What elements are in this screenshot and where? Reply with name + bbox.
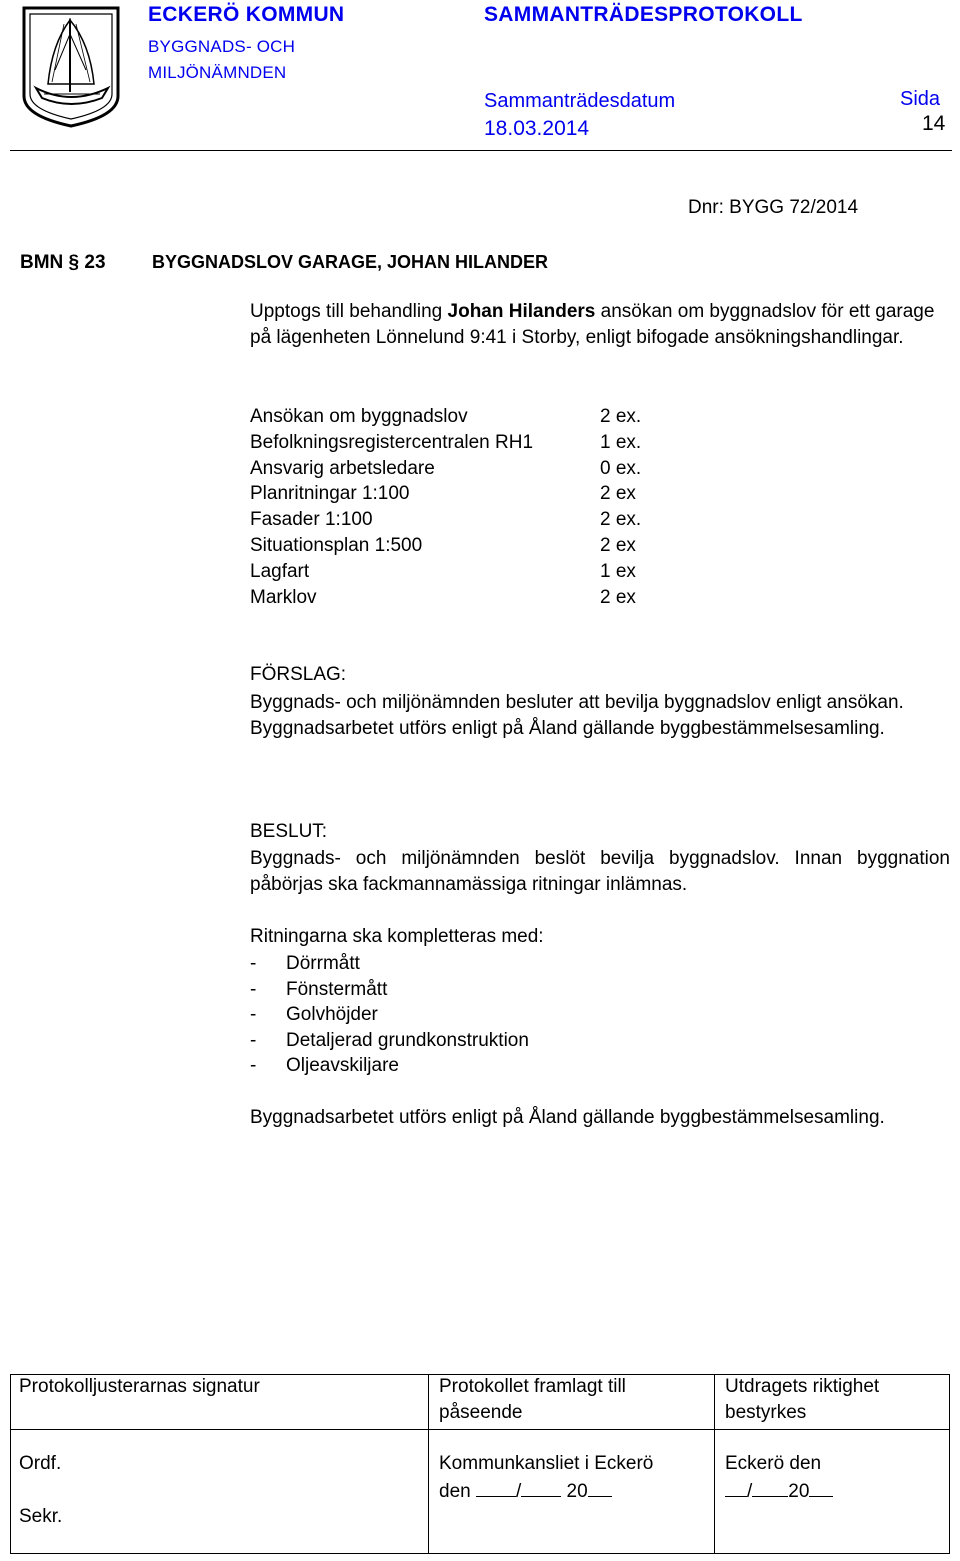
document-count: 2 ex: [600, 534, 636, 556]
month-blank: [521, 1478, 561, 1497]
section-number: BMN § 23: [20, 252, 106, 273]
board-name-line2: MILJÖNÄMNDEN: [148, 63, 287, 82]
municipality-name: ECKERÖ KOMMUN: [148, 3, 345, 26]
date-separator: /: [747, 1481, 753, 1502]
list-item-text: Golvhöjder: [286, 1004, 378, 1026]
list-item-text: Detaljerad grundkonstruktion: [286, 1029, 529, 1051]
decision-text: Byggnads- och miljönämnden beslöt bevilja byggnadslov. Innan byggnation påbörjas ska fackmannamässiga ritningar inlämnas.: [250, 848, 950, 895]
document-count: 1 ex: [600, 560, 636, 582]
year-prefix: 20: [566, 1481, 588, 1502]
document-row: [250, 533, 680, 559]
document-count: 1 ex.: [600, 431, 642, 453]
meeting-date-label: Sammanträdesdatum: [484, 90, 676, 112]
signature-heading: Protokolljusterarnas signatur: [19, 1376, 260, 1397]
day-blank: [476, 1478, 516, 1497]
certified-place: Eckerö den: [725, 1453, 822, 1474]
posted-heading-line2: påseende: [439, 1402, 523, 1423]
document-row: [250, 507, 680, 533]
closing-text: Byggnadsarbetet utförs enligt på Åland gällande byggbestämmelsesamling.: [250, 1107, 885, 1128]
footer-column-divider: [714, 1375, 715, 1553]
posted-place: Kommunkansliet i Eckerö: [439, 1453, 654, 1474]
document-name: Befolkningsregistercentralen RH1: [250, 431, 534, 453]
chairman-label: Ordf.: [19, 1453, 62, 1474]
section-title: BYGGNADSLOV GARAGE, JOHAN HILANDER: [152, 252, 549, 272]
intro-text-before: Upptogs till behandling: [250, 301, 448, 322]
list-item-text: Dörrmått: [286, 953, 360, 974]
decision-label: BESLUT:: [250, 821, 328, 842]
meeting-date: 18.03.2014: [484, 117, 590, 140]
date-separator: /: [515, 1481, 522, 1502]
document-count: 2 ex: [600, 483, 636, 505]
logo: [18, 4, 124, 130]
list-item-text: Oljeavskiljare: [286, 1055, 399, 1077]
secretary-label: Sekr.: [19, 1506, 63, 1527]
applicant-name: Johan Hilanders: [447, 301, 596, 322]
document-name: Fasader 1:100: [250, 509, 373, 531]
document-count: 2 ex.: [600, 509, 642, 531]
year-blank: [588, 1478, 612, 1497]
month-blank: [752, 1478, 788, 1497]
document-name: Planritningar 1:100: [250, 483, 410, 505]
list-item-text: Fönstermått: [286, 978, 388, 1000]
header-divider: [10, 150, 952, 151]
document-count: 2 ex: [600, 586, 636, 608]
list-item: - Dörrmått: [250, 951, 529, 977]
list-item: - Detaljerad grundkonstruktion: [250, 1028, 529, 1054]
document-list: [250, 404, 680, 610]
footer-divider: [11, 1429, 949, 1430]
document-count: 2 ex.: [600, 406, 642, 427]
list-intro: Ritningarna ska kompletteras med:: [250, 926, 544, 947]
document-row: [250, 559, 680, 585]
document-name: Lagfart: [250, 560, 310, 582]
ship-emblem-icon: [18, 4, 124, 130]
certified-heading-line2: bestyrkes: [725, 1402, 807, 1423]
proposal-label: FÖRSLAG:: [250, 664, 347, 685]
year-blank: [809, 1478, 833, 1497]
document-row: [250, 456, 680, 482]
document-row: [250, 430, 680, 456]
document-name: Ansvarig arbetsledare: [250, 457, 435, 479]
posted-heading-line1: Protokollet framlagt till: [439, 1376, 626, 1397]
document-name: Ansökan om byggnadslov: [250, 406, 468, 427]
certified-heading-line1: Utdragets riktighet: [725, 1376, 880, 1397]
day-blank: [725, 1478, 747, 1497]
document-name: Marklov: [250, 586, 317, 608]
document-row: [250, 481, 680, 507]
document-row: [250, 585, 680, 611]
board-name-line1: BYGGNADS- OCH: [148, 37, 296, 56]
posted-date-line: [439, 1478, 612, 1504]
intro-paragraph: [250, 299, 950, 351]
list-item: - Golvhöjder: [250, 1002, 529, 1028]
page-label: Sida: [900, 88, 941, 110]
document-row: [250, 404, 680, 430]
case-number: Dnr: BYGG 72/2014: [688, 197, 859, 218]
den-label: den: [439, 1481, 471, 1502]
list-item: - Oljeavskiljare: [250, 1053, 529, 1079]
signature-box: [10, 1374, 950, 1554]
list-item: - Fönstermått: [250, 977, 529, 1003]
document-name: Situationsplan 1:500: [250, 534, 423, 556]
document-type: SAMMANTRÄDESPROTOKOLL: [484, 3, 803, 26]
requirements-list: [250, 951, 529, 1079]
intro-text-after: ansökan om byggnadslov för ett garage på lägenheten Lönnelund 9:41 i Storby, enligt bifogade ansökningshandlingar.: [250, 301, 935, 348]
document-count: 0 ex.: [600, 457, 642, 479]
certified-date-line: [725, 1478, 833, 1504]
year-prefix: 20: [788, 1481, 810, 1502]
footer-column-divider: [428, 1375, 429, 1553]
proposal-text: Byggnads- och miljönämnden besluter att bevilja byggnadslov enligt ansökan. Byggnadsarbetet utförs enligt på Åland gällande byggbestämmelsesamling.: [250, 692, 904, 739]
page-number: 14: [922, 112, 946, 135]
